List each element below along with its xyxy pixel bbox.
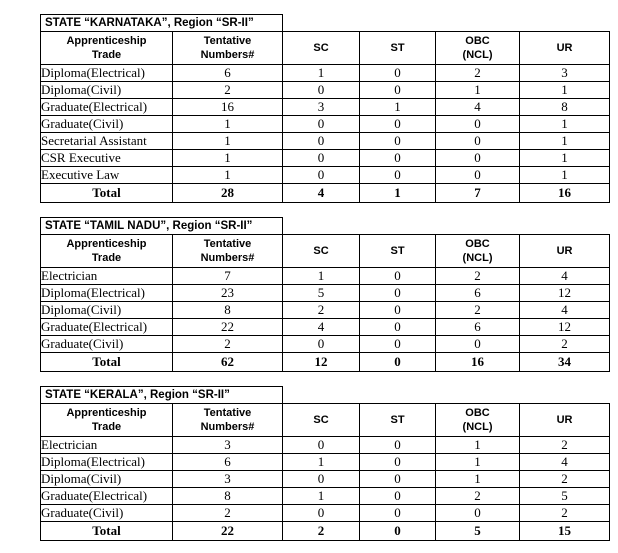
- obc-cell: 0: [436, 336, 520, 353]
- ur-cell: 1: [520, 150, 610, 167]
- st-cell: 0: [360, 285, 436, 302]
- trade-cell: CSR Executive: [41, 150, 173, 167]
- ur-cell: 8: [520, 99, 610, 116]
- st-cell: 0: [360, 505, 436, 522]
- st-cell: 0: [360, 82, 436, 99]
- obc-cell: 2: [436, 65, 520, 82]
- obc-cell: 1: [436, 82, 520, 99]
- tentative-cell: 22: [173, 319, 283, 336]
- ur-cell: 3: [520, 65, 610, 82]
- header-tentative: Tentative Numbers#: [173, 32, 283, 65]
- obc-cell: 2: [436, 488, 520, 505]
- trade-cell: Diploma(Civil): [41, 82, 173, 99]
- header-sc: SC: [283, 32, 360, 65]
- header-tentative: Tentative Numbers#: [173, 404, 283, 437]
- tentative-cell: 7: [173, 268, 283, 285]
- obc-cell: 0: [436, 150, 520, 167]
- tentative-cell: 16: [173, 99, 283, 116]
- state-title: STATE “KARNATAKA”, Region “SR-II”: [41, 15, 283, 32]
- state-table-tamil-nadu: [40, 217, 610, 372]
- table-row: [41, 65, 610, 82]
- total-obc: 7: [436, 184, 520, 203]
- header-sc: SC: [283, 235, 360, 268]
- trade-cell: Diploma(Civil): [41, 471, 173, 488]
- total-st: 1: [360, 184, 436, 203]
- tentative-cell: 1: [173, 133, 283, 150]
- tentative-cell: 3: [173, 437, 283, 454]
- table-row: [41, 336, 610, 353]
- total-label: Total: [41, 522, 173, 541]
- state-title: STATE “TAMIL NADU”, Region “SR-II”: [41, 218, 283, 235]
- trade-cell: Diploma(Electrical): [41, 65, 173, 82]
- obc-cell: 6: [436, 319, 520, 336]
- trade-cell: Secretarial Assistant: [41, 133, 173, 150]
- ur-cell: 2: [520, 505, 610, 522]
- st-cell: 0: [360, 319, 436, 336]
- tentative-cell: 3: [173, 471, 283, 488]
- ur-cell: 2: [520, 471, 610, 488]
- state-title: STATE “KERALA”, Region “SR-II”: [41, 387, 283, 404]
- trade-cell: Graduate(Electrical): [41, 99, 173, 116]
- header-ur: UR: [520, 32, 610, 65]
- sc-cell: 1: [283, 65, 360, 82]
- trade-cell: Graduate(Electrical): [41, 319, 173, 336]
- total-obc: 5: [436, 522, 520, 541]
- total-row: [41, 184, 610, 203]
- table-row: [41, 285, 610, 302]
- table-row: [41, 167, 610, 184]
- total-label: Total: [41, 353, 173, 372]
- total-ur: 15: [520, 522, 610, 541]
- st-cell: 0: [360, 336, 436, 353]
- tentative-cell: 2: [173, 82, 283, 99]
- table-row: [41, 133, 610, 150]
- header-st: ST: [360, 235, 436, 268]
- ur-cell: 4: [520, 302, 610, 319]
- total-sc: 12: [283, 353, 360, 372]
- total-tentative: 22: [173, 522, 283, 541]
- total-sc: 2: [283, 522, 360, 541]
- state-table-karnataka: [40, 14, 610, 203]
- sc-cell: 0: [283, 167, 360, 184]
- header-st: ST: [360, 32, 436, 65]
- table-row: [41, 471, 610, 488]
- header-trade: Apprenticeship Trade: [41, 32, 173, 65]
- total-row: [41, 353, 610, 372]
- state-table-kerala: [40, 386, 610, 541]
- sc-cell: 0: [283, 82, 360, 99]
- sc-cell: 2: [283, 302, 360, 319]
- header-ur: UR: [520, 235, 610, 268]
- ur-cell: 12: [520, 319, 610, 336]
- ur-cell: 2: [520, 336, 610, 353]
- st-cell: 0: [360, 65, 436, 82]
- st-cell: 0: [360, 454, 436, 471]
- trade-cell: Diploma(Electrical): [41, 285, 173, 302]
- header-sc: SC: [283, 404, 360, 437]
- st-cell: 0: [360, 167, 436, 184]
- sc-cell: 0: [283, 505, 360, 522]
- table-row: [41, 268, 610, 285]
- trade-cell: Graduate(Electrical): [41, 488, 173, 505]
- obc-cell: 6: [436, 285, 520, 302]
- ur-cell: 5: [520, 488, 610, 505]
- document-body: [40, 14, 609, 541]
- sc-cell: 0: [283, 133, 360, 150]
- table-row: [41, 454, 610, 471]
- tentative-cell: 2: [173, 336, 283, 353]
- total-sc: 4: [283, 184, 360, 203]
- obc-cell: 0: [436, 116, 520, 133]
- sc-cell: 1: [283, 268, 360, 285]
- obc-cell: 0: [436, 133, 520, 150]
- st-cell: 1: [360, 99, 436, 116]
- table-row: [41, 116, 610, 133]
- obc-cell: 0: [436, 167, 520, 184]
- ur-cell: 1: [520, 82, 610, 99]
- total-ur: 16: [520, 184, 610, 203]
- st-cell: 0: [360, 488, 436, 505]
- sc-cell: 0: [283, 471, 360, 488]
- table-row: [41, 437, 610, 454]
- ur-cell: 1: [520, 116, 610, 133]
- tentative-cell: 23: [173, 285, 283, 302]
- header-st: ST: [360, 404, 436, 437]
- table-row: [41, 150, 610, 167]
- tentative-cell: 1: [173, 116, 283, 133]
- total-st: 0: [360, 353, 436, 372]
- obc-cell: 2: [436, 268, 520, 285]
- tentative-cell: 8: [173, 488, 283, 505]
- table-row: [41, 319, 610, 336]
- table-row: [41, 488, 610, 505]
- ur-cell: 4: [520, 268, 610, 285]
- header-tentative: Tentative Numbers#: [173, 235, 283, 268]
- table-row: [41, 99, 610, 116]
- ur-cell: 12: [520, 285, 610, 302]
- trade-cell: Diploma(Electrical): [41, 454, 173, 471]
- obc-cell: 2: [436, 302, 520, 319]
- total-tentative: 62: [173, 353, 283, 372]
- sc-cell: 0: [283, 116, 360, 133]
- ur-cell: 2: [520, 437, 610, 454]
- st-cell: 0: [360, 133, 436, 150]
- obc-cell: 4: [436, 99, 520, 116]
- total-ur: 34: [520, 353, 610, 372]
- sc-cell: 4: [283, 319, 360, 336]
- sc-cell: 0: [283, 437, 360, 454]
- trade-cell: Electrician: [41, 268, 173, 285]
- tentative-cell: 2: [173, 505, 283, 522]
- header-trade: Apprenticeship Trade: [41, 235, 173, 268]
- st-cell: 0: [360, 150, 436, 167]
- ur-cell: 1: [520, 167, 610, 184]
- table-row: [41, 302, 610, 319]
- tentative-cell: 6: [173, 454, 283, 471]
- table-row: [41, 82, 610, 99]
- header-obc: OBC (NCL): [436, 32, 520, 65]
- st-cell: 0: [360, 437, 436, 454]
- sc-cell: 1: [283, 454, 360, 471]
- trade-cell: Executive Law: [41, 167, 173, 184]
- ur-cell: 4: [520, 454, 610, 471]
- ur-cell: 1: [520, 133, 610, 150]
- trade-cell: Electrician: [41, 437, 173, 454]
- total-row: [41, 522, 610, 541]
- st-cell: 0: [360, 471, 436, 488]
- trade-cell: Graduate(Civil): [41, 116, 173, 133]
- tentative-cell: 6: [173, 65, 283, 82]
- header-obc: OBC (NCL): [436, 404, 520, 437]
- sc-cell: 3: [283, 99, 360, 116]
- obc-cell: 1: [436, 454, 520, 471]
- total-st: 0: [360, 522, 436, 541]
- sc-cell: 0: [283, 150, 360, 167]
- trade-cell: Diploma(Civil): [41, 302, 173, 319]
- trade-cell: Graduate(Civil): [41, 505, 173, 522]
- header-trade: Apprenticeship Trade: [41, 404, 173, 437]
- total-tentative: 28: [173, 184, 283, 203]
- sc-cell: 1: [283, 488, 360, 505]
- tentative-cell: 1: [173, 167, 283, 184]
- sc-cell: 0: [283, 336, 360, 353]
- obc-cell: 1: [436, 471, 520, 488]
- st-cell: 0: [360, 302, 436, 319]
- obc-cell: 0: [436, 505, 520, 522]
- sc-cell: 5: [283, 285, 360, 302]
- st-cell: 0: [360, 116, 436, 133]
- total-label: Total: [41, 184, 173, 203]
- table-row: [41, 505, 610, 522]
- header-ur: UR: [520, 404, 610, 437]
- obc-cell: 1: [436, 437, 520, 454]
- header-obc: OBC (NCL): [436, 235, 520, 268]
- st-cell: 0: [360, 268, 436, 285]
- tentative-cell: 1: [173, 150, 283, 167]
- tentative-cell: 8: [173, 302, 283, 319]
- total-obc: 16: [436, 353, 520, 372]
- trade-cell: Graduate(Civil): [41, 336, 173, 353]
